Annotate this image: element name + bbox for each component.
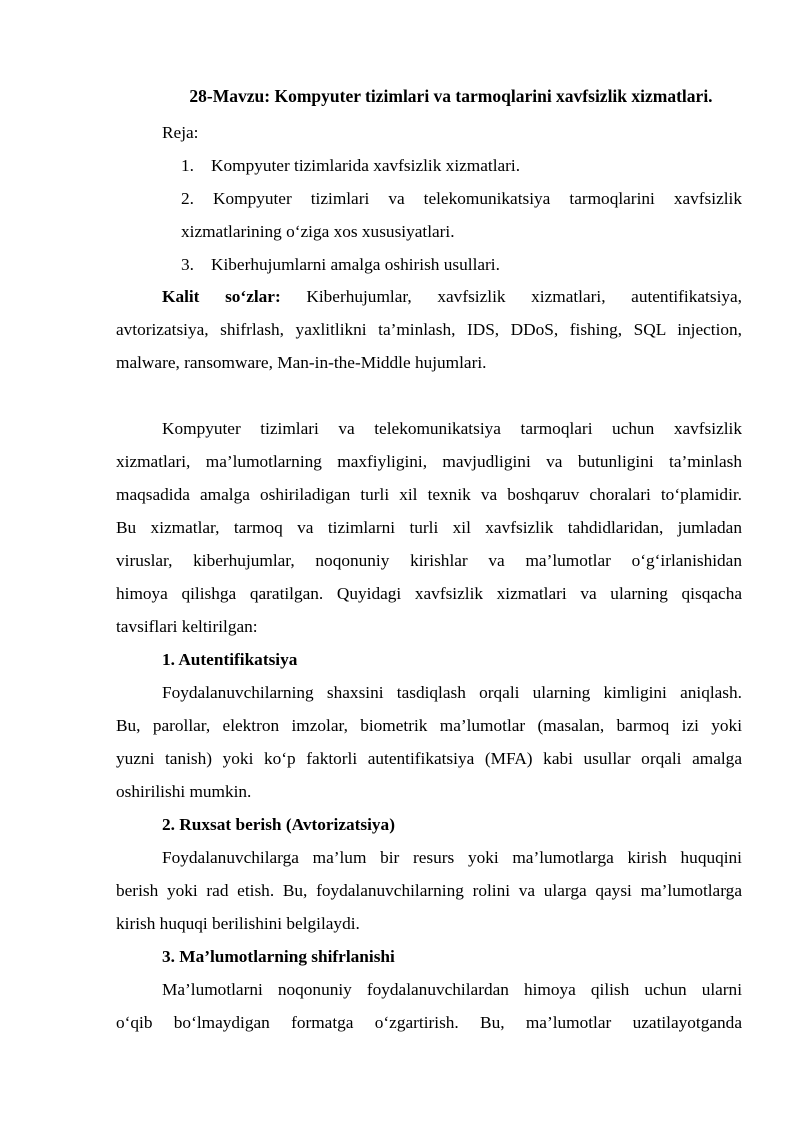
section-2-line-3: kirish huquqi berilishini belgilaydi. <box>116 914 360 933</box>
section-2-line-1: Foydalanuvchilarga ma’lum bir resurs yoki ma’lumotlarga kirish huquqini <box>162 848 742 867</box>
intro-line-5: viruslar, kiberhujumlar, noqonuniy kirishlar va ma’lumotlar o‘g‘irlanishidan <box>116 551 742 570</box>
intro-line-2: xizmatlari, ma’lumotlarning maxfiyligini, mavjudligini va butunligini ta’minlash <box>116 452 742 471</box>
keywords-line-2: avtorizatsiya, shifrlash, yaxlitlikni ta’minlash, IDS, DDoS, fishing, SQL injection, <box>116 320 742 339</box>
intro-line-6: himoya qilishga qaratilgan. Quyidagi xavfsizlik xizmatlari va ularning qisqacha <box>116 584 742 603</box>
section-1-line-2: Bu, parollar, elektron imzolar, biometrik ma’lumotlar (masalan, barmoq izi yoki <box>116 716 742 735</box>
page-title: 28-Mavzu: Kompyuter tizimlari va tarmoqlarini xavfsizlik xizmatlari. <box>189 86 713 106</box>
plan-item-1-number: 1. <box>181 156 194 175</box>
section-1-line-3: yuzni tanish) yoki ko‘p faktorli autentifikatsiya (MFA) kabi usullar orqali amalga <box>116 749 742 768</box>
section-1-line-1: Foydalanuvchilarning shaxsini tasdiqlash orqali ularning kimligini aniqlash. <box>162 683 742 702</box>
section-3-heading: 3. Ma’lumotlarning shifrlanishi <box>162 947 395 966</box>
keywords-label: Kalit so‘zlar: <box>162 287 281 306</box>
section-3-line-2: o‘qib bo‘lmaydigan formatga o‘zgartirish. Bu, ma’lumotlar uzatilayotganda <box>116 1013 742 1032</box>
plan-item-3-number: 3. <box>181 255 194 274</box>
section-1-line-4: oshirilishi mumkin. <box>116 782 252 801</box>
intro-line-1: Kompyuter tizimlari va telekomunikatsiya tarmoqlari uchun xavfsizlik <box>162 419 742 438</box>
section-1-heading: 1. Autentifikatsiya <box>162 650 298 669</box>
keywords-line-3: malware, ransomware, Man-in-the-Middle hujumlari. <box>116 353 487 372</box>
plan-item-2 <box>181 189 742 209</box>
plan-label: Reja: <box>162 123 199 142</box>
section-2-line-2: berish yoki rad etish. Bu, foydalanuvchilarning rolini va ularga qaysi ma’lumotlarga <box>116 881 742 900</box>
intro-line-3: maqsadida amalga oshiriladigan turli xil texnik va boshqaruv choralari to‘plamidir. <box>116 485 742 504</box>
plan-item-3-text: Kiberhujumlarni amalga oshirish usullari. <box>211 255 500 274</box>
keywords-text-1: Kiberhujumlar, xavfsizlik xizmatlari, autentifikatsiya, <box>306 287 743 306</box>
section-3-line-1: Ma’lumotlarni noqonuniy foydalanuvchilardan himoya qilish uchun ularni <box>162 980 742 999</box>
plan-item-2-line1: Kompyuter tizimlari va telekomunikatsiya tarmoqlarini xavfsizlik <box>213 189 742 208</box>
intro-line-4: Bu xizmatlar, tarmoq va tizimlarni turli xil xavfsizlik tahdidlaridan, jumladan <box>116 518 742 537</box>
plan-item-1-text: Kompyuter tizimlarida xavfsizlik xizmatlari. <box>211 156 521 175</box>
intro-line-7: tavsiflari keltirilgan: <box>116 617 258 636</box>
keywords-line-1 <box>162 287 742 307</box>
plan-item-2-number: 2. <box>181 189 194 208</box>
section-2-heading: 2. Ruxsat berish (Avtorizatsiya) <box>162 815 395 834</box>
plan-item-2-line2: xizmatlarining o‘ziga xos xususiyatlari. <box>181 222 455 241</box>
